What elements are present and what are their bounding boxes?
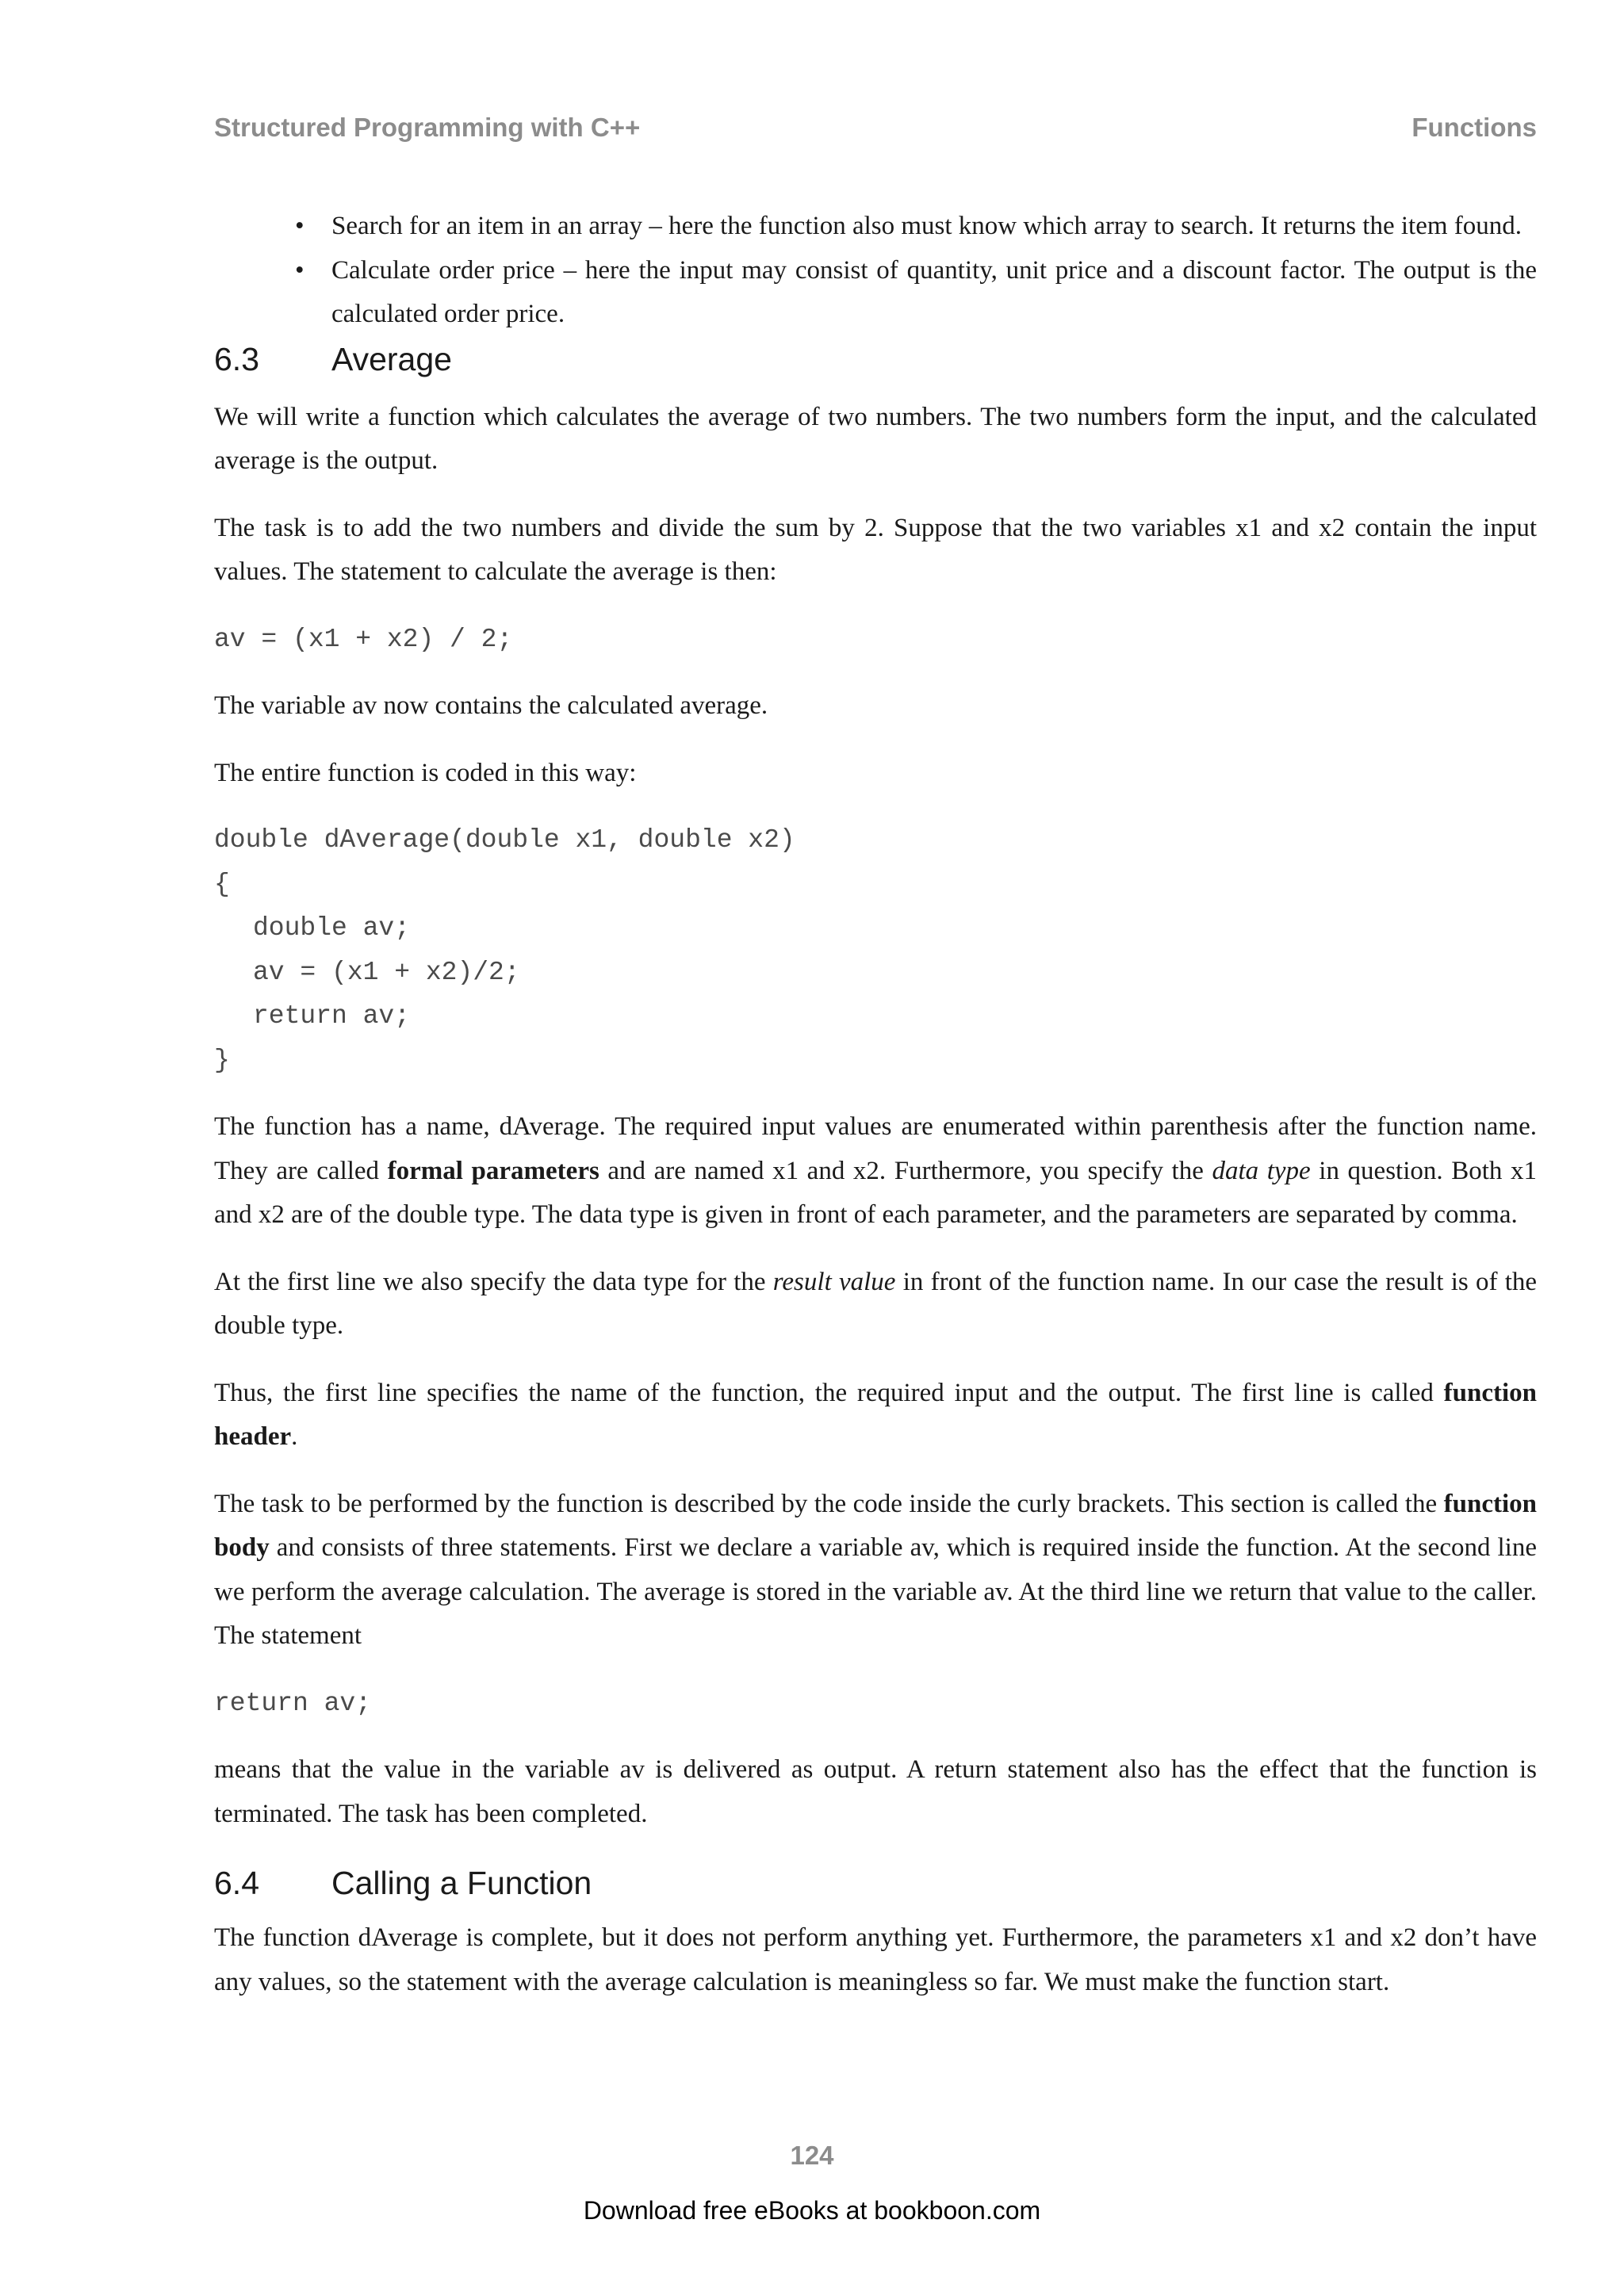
text-run: in question. Both x1 and x2 are of the double type. The data type is given in front of each parameter, and the parameters are separated by comma. [214,1156,1537,1229]
bullet-icon: • [295,255,304,285]
section-number: 6.3 [214,340,259,377]
bullet-icon: • [295,212,304,240]
section-heading-average [214,335,1537,383]
page-body [214,205,1537,2027]
page-number: 124 [790,2141,834,2170]
section-title: Average [331,340,452,377]
text-run: . [291,1422,298,1451]
bold-term: formal parameters [387,1156,599,1185]
section-title: Calling a Function [331,1865,592,1901]
book-title: Structured Programming with C++ [214,113,641,142]
download-link[interactable]: Download free eBooks at bookboon.com [583,2196,1041,2225]
code-line: { [214,869,230,899]
text-run: The function has a name, dAverage. The required input values are enumerated within parenthesis after the function name. They are called [214,1112,1537,1185]
list-item [295,205,1537,249]
paragraph: The entire function is coded in this way: [214,758,637,787]
code-block-return [214,1682,1537,1726]
code-block-function [214,818,1537,1082]
paragraph [214,1372,1537,1460]
paragraph [214,1261,1537,1349]
paragraph [214,1483,1537,1659]
bullet-list [214,205,1537,337]
code-line: double dAverage(double x1, double x2) [214,825,795,855]
code-line: return av; [253,1001,411,1031]
code-line: av = (x1 + x2) / 2; [214,624,513,654]
bold-term: function header [214,1378,1537,1451]
list-item-text: Calculate order price – here the input may consist of quantity, unit price and a discount factor. The output is the calculated order price. [331,255,1537,328]
chapter-title: Functions [1411,113,1537,142]
code-line: return av; [214,1688,372,1718]
paragraph: The task is to add the two numbers and divide the sum by 2. Suppose that the two variables x1 and x2 contain the input values. The statement to calculate the average is then: [214,513,1537,586]
text-run: At the first line we also specify the data type for the [214,1267,773,1296]
section-heading-calling-function [214,1859,1537,1907]
running-header [214,113,1537,152]
text-run: and consists of three statements. First we declare a variable av, which is required inside the function. At the second line we perform the average calculation. The average is stored in the variable av. At the third line we return that value to the caller. The statement [214,1533,1537,1650]
italic-term: data type [1212,1156,1311,1185]
paragraph [214,1105,1537,1238]
paragraph: means that the value in the variable av is delivered as output. A return statement also has the effect that the function is terminated. The task has been completed. [214,1755,1537,1828]
paragraph: The variable av now contains the calculated average. [214,691,768,720]
code-line: av = (x1 + x2)/2; [253,957,520,987]
paragraph: The function dAverage is complete, but it does not perform anything yet. Furthermore, the parameters x1 and x2 don’t have any values, so the statement with the average calculation is meaningless so far. We must make the function start. [214,1923,1537,1996]
code-line: } [214,1045,230,1075]
text-run: and are named x1 and x2. Furthermore, you specify the [599,1156,1212,1185]
text-run: Thus, the first line specifies the name of the function, the required input and the output. The first line is called [214,1378,1444,1407]
bold-term: function body [214,1489,1537,1562]
section-number: 6.4 [214,1865,259,1901]
text-run: The task to be performed by the function is described by the code inside the curly brackets. This section is called the [214,1489,1444,1518]
paragraph: We will write a function which calculates the average of two numbers. The two numbers form the input, and the calculated average is the output. [214,402,1537,475]
list-item [295,249,1537,337]
italic-term: result value [772,1267,896,1296]
code-line: double av; [253,913,411,943]
code-block-average-statement [214,618,1537,662]
text-run: in front of the function name. In our case the result is of the double type. [214,1267,1538,1340]
list-item-text: Search for an item in an array – here the function also must know which array to search. It returns the item found. [331,212,1522,240]
